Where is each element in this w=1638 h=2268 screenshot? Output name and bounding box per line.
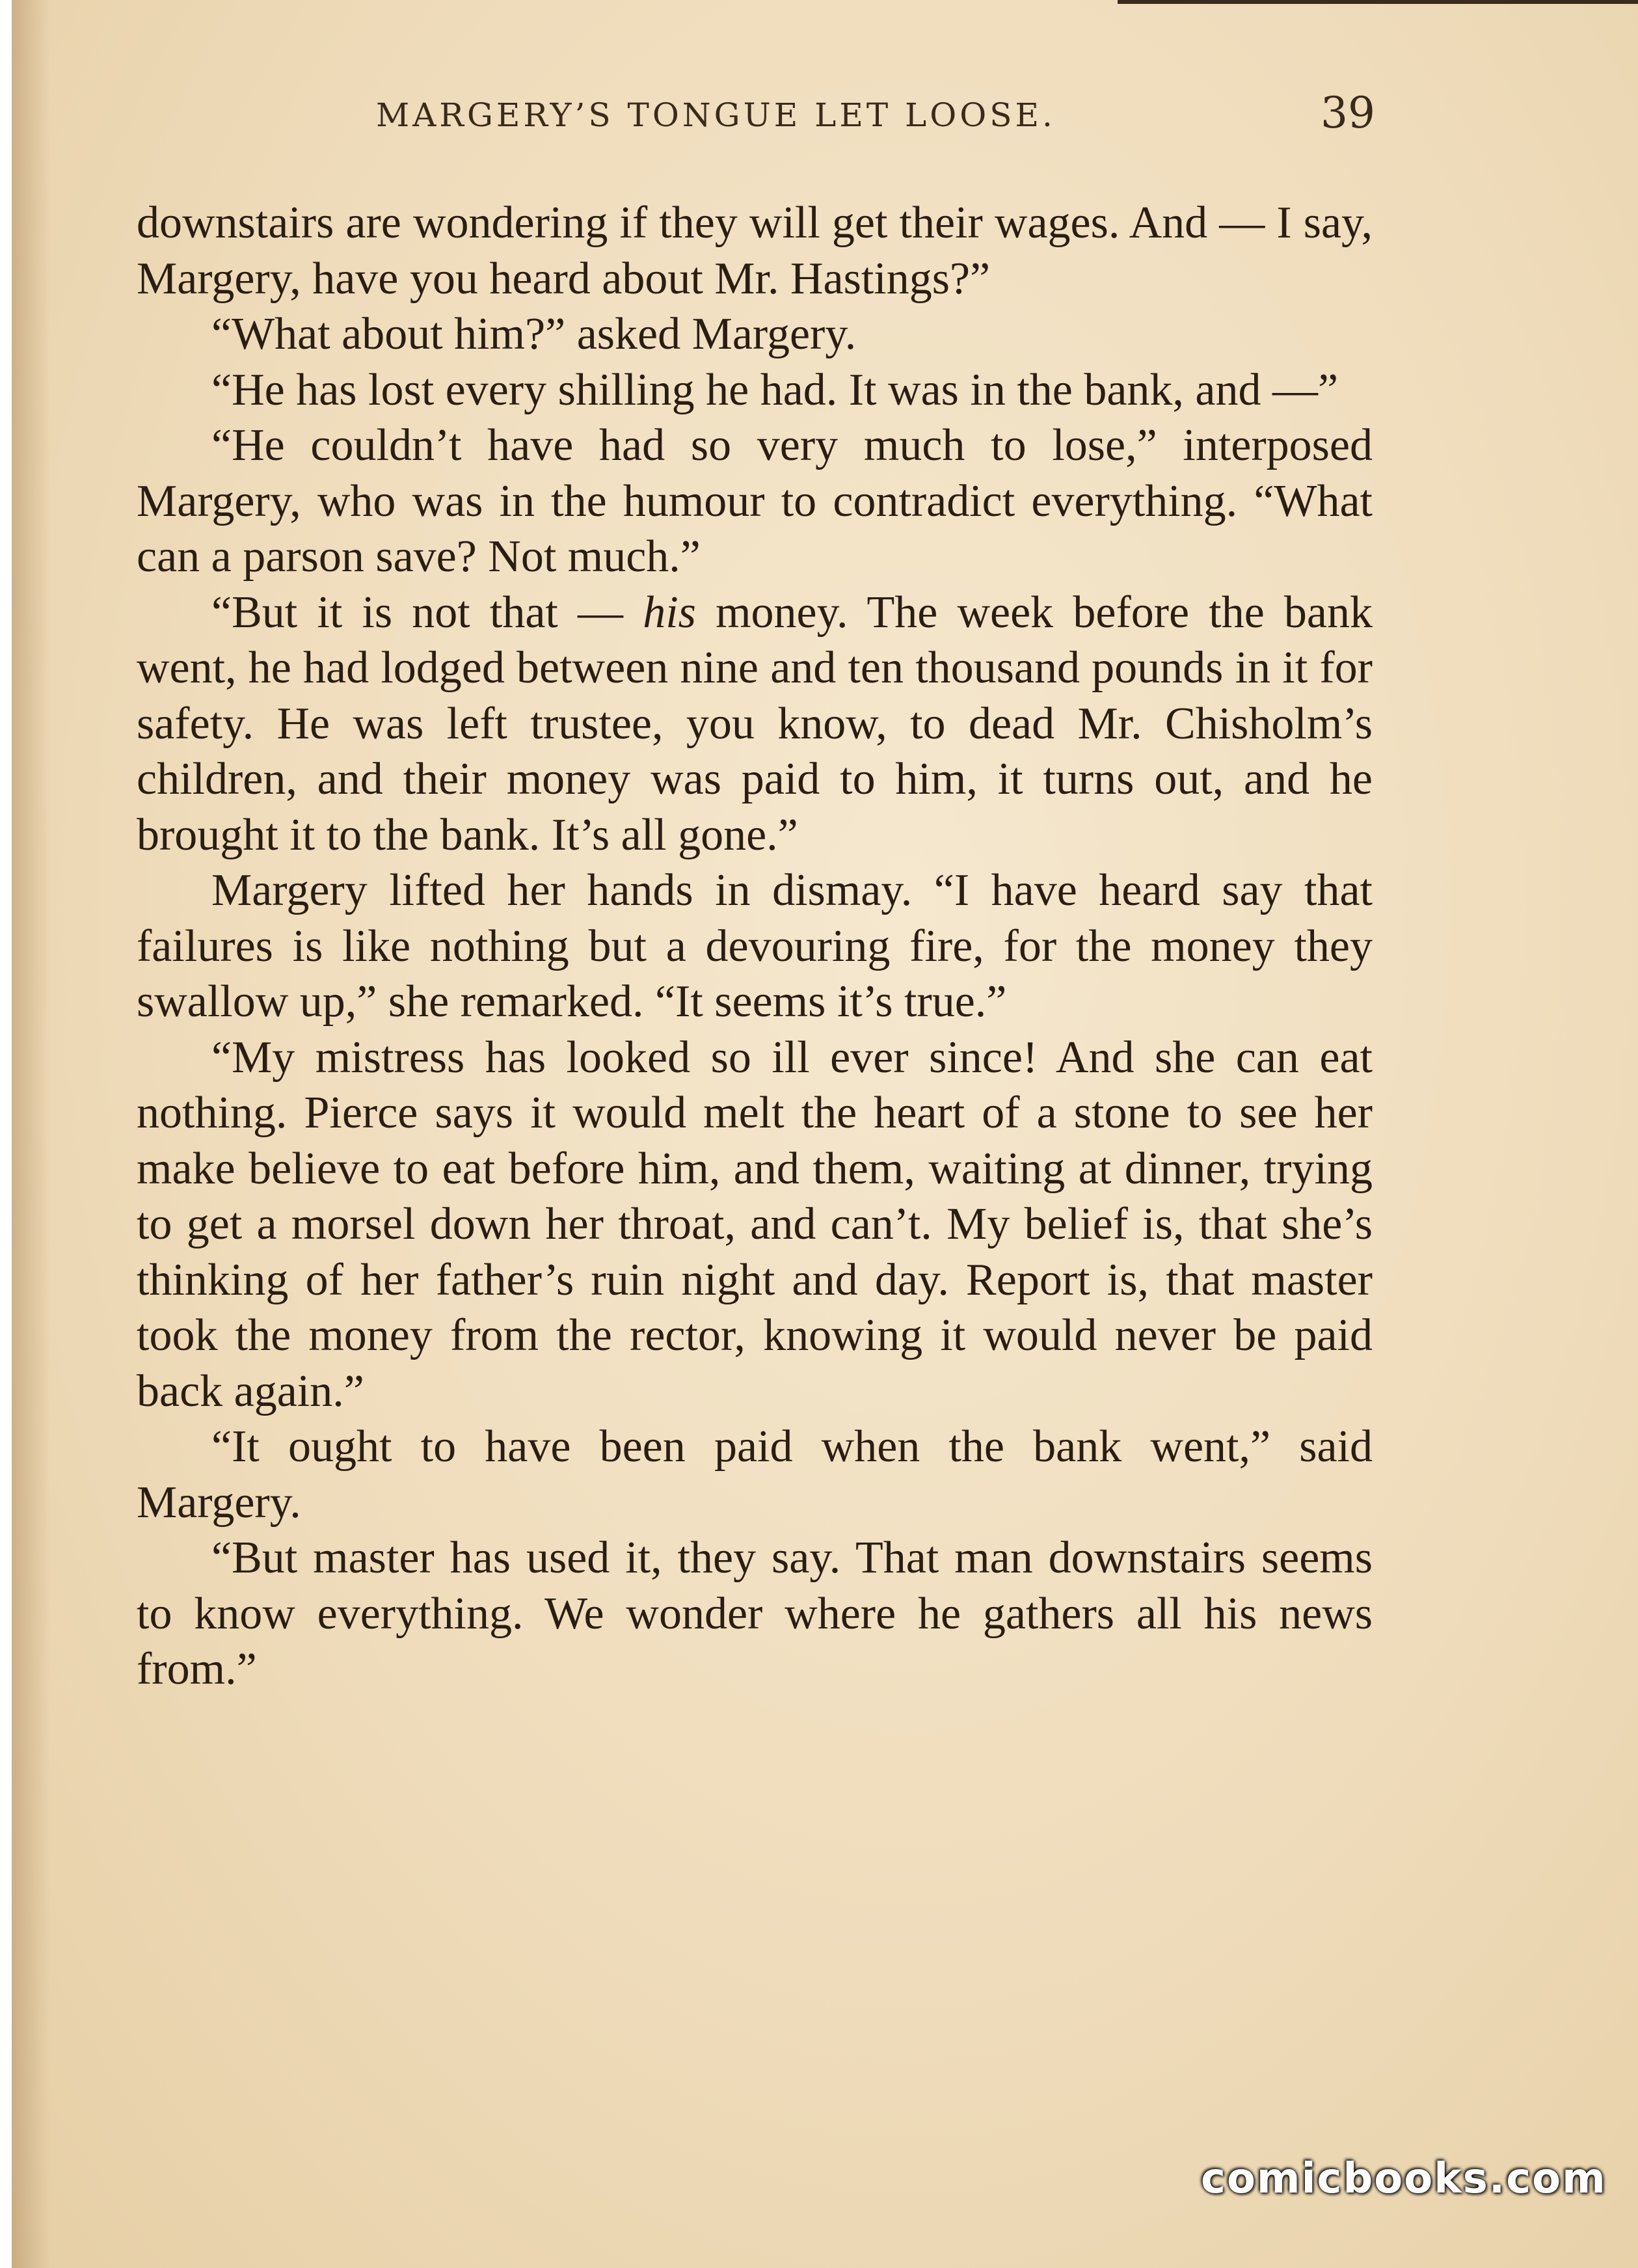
paragraph: “My mistress has looked so ill ever since! And she can eat nothing. Pierce says it would melt the heart of a stone to see her make believe to eat before him, and them, waiting at dinner, trying to get a morsel down her throat, and can’t. My belief is, that she’s thinking of her father’s ruin night and day. Report is, that master took the money from the rector, knowing it would never be paid back again.” — [137, 1032, 1373, 1416]
paragraph-text: money. The week before the bank went, he had lodged between nine and ten thousand pounds in it for safety. He was left trustee, you know, to dead Mr. Chisholm’s children, and their money was paid to him, it turns out, and he brought it to the bank. It’s all gone.” — [137, 587, 1373, 860]
page-number: 39 — [1321, 88, 1375, 138]
paragraph: downstairs are wondering if they will get their wages. And — I say, Margery, have you heard about Mr. Hastings?” — [137, 198, 1373, 304]
paragraph: Margery lifted her hands in dismay. “I have heard say that failures is like nothing but a devouring fire, for the money they swallow up,” she remarked. “It seems it’s true.” — [137, 865, 1373, 1027]
paragraph: “What about him?” asked Margery. — [211, 309, 857, 359]
paragraph — [137, 585, 1373, 863]
book-page — [12, 0, 1638, 2268]
paragraph: “He has lost every shilling he had. It was in the bank, and —” — [211, 364, 1339, 415]
italic-emphasis: his — [643, 587, 696, 638]
page-top-edge — [1118, 0, 1638, 4]
paragraph: “He couldn’t have had so very much to lose,” interposed Margery, who was in the humour to contradict everything. “What can a parson save? Not much.” — [137, 420, 1373, 582]
gutter-shadow — [12, 0, 51, 2268]
watermark: comicbooks.com — [1201, 2155, 1607, 2203]
running-title: MARGERY’S TONGUE LET LOOSE. — [376, 96, 1056, 134]
paragraph: “But master has used it, they say. That man downstairs seems to know everything. We wonder where he gathers all his news from.” — [137, 1533, 1373, 1694]
body-text — [137, 195, 1373, 1697]
paragraph-text: “But it is not that — — [211, 587, 643, 638]
paragraph: “It ought to have been paid when the bank went,” said Margery. — [137, 1422, 1373, 1528]
